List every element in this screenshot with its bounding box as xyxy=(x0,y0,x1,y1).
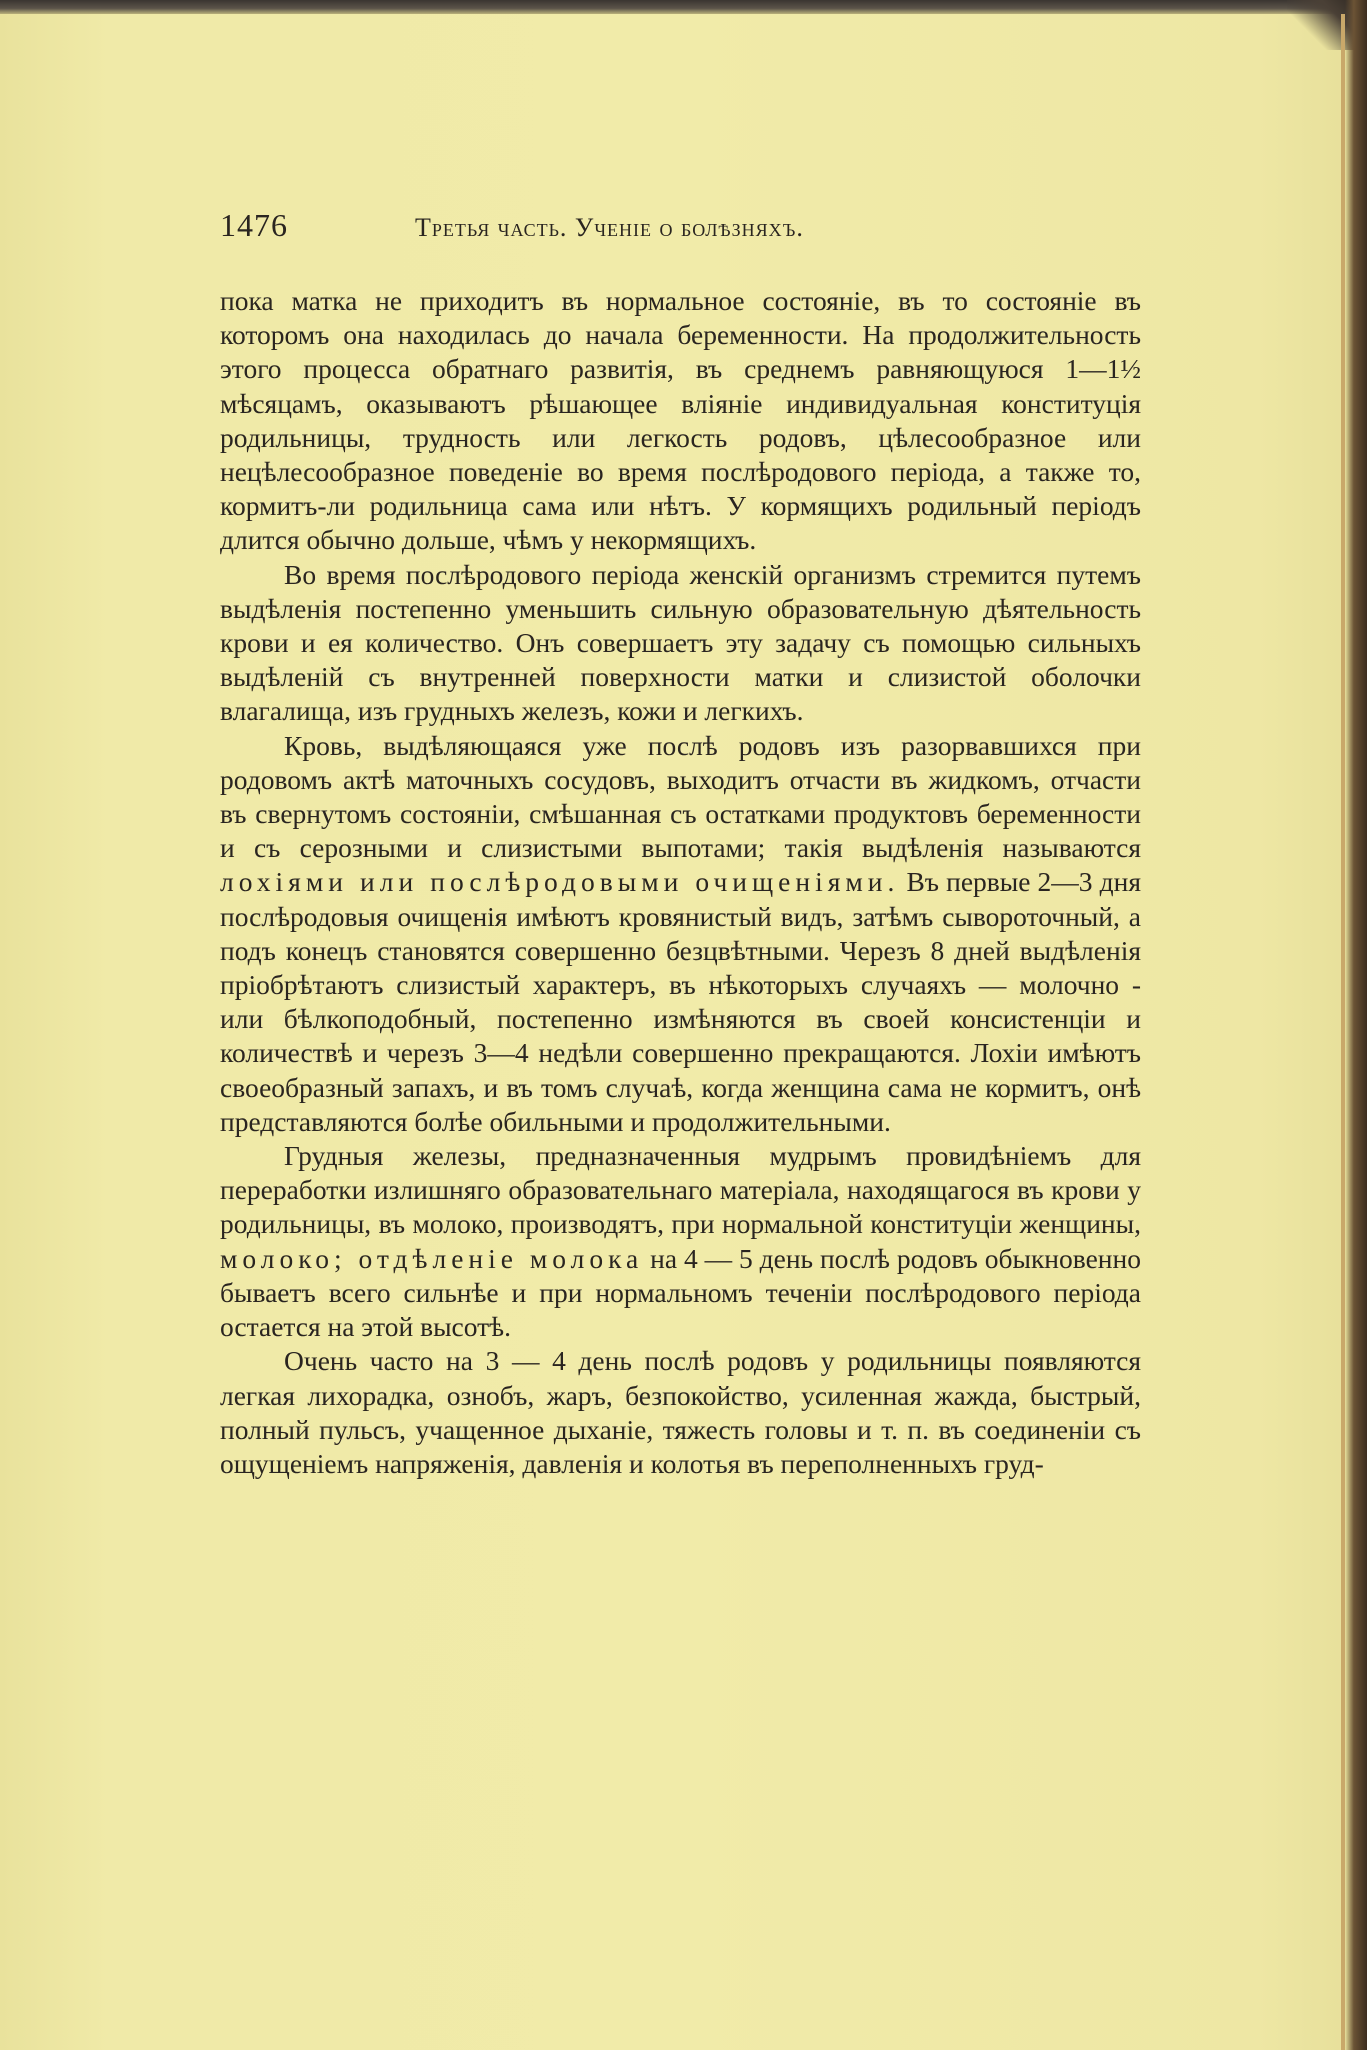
paragraph-breasts xyxy=(220,1139,1141,1344)
paragraph-text: пока матка не приходитъ въ нормальное состояніе, въ то состояніе въ которомъ она находилась до начала беременности. На продолжительность этого процесса обратнаго развитія, въ среднемъ равняющуюся 1—1½ мѣсяцамъ, оказываютъ рѣшающее вліяніе индивидуальная конституція родильницы, трудность или легкость родовъ, цѣлесообразное или нецѣлесообразное поведеніе во время послѣродового періода, а также то, кормитъ-ли родильница сама или нѣтъ. У кормящихъ родильный періодъ длится обычно дольше, чѣмъ у некормящихъ. xyxy=(220,285,1141,556)
paragraph-lochia xyxy=(220,729,1141,1139)
paragraph-text: Въ первые 2—3 дня послѣродовыя очищенія имѣютъ кровянистый видъ, затѣмъ сывороточный, а подъ конецъ становятся совершенно безцвѣтными. Черезъ 8 дней выдѣленія пріобрѣтаютъ слизистый характеръ, въ нѣкоторыхъ случаяхъ — молочно - или бѣлкоподобный, постепенно измѣняются въ своей консистенціи и количествѣ и черезъ 3—4 недѣли совершенно прекращаются. Лохіи имѣютъ своеобразный запахъ, и въ томъ случаѣ, когда женщина сама не кормитъ, онѣ представляются болѣе обильными и продолжительными. xyxy=(220,866,1141,1137)
paragraph-fever xyxy=(220,1344,1141,1481)
spaced-emphasis: лохіями или послѣродовыми очищеніями. xyxy=(220,866,900,898)
page-number: 1476 xyxy=(220,207,288,243)
paragraph-text: Во время послѣродового періода женскій организмъ стремится путемъ выдѣленія постепенно уменьшить сильную образовательную дѣятельность крови и ея количество. Онъ совершаетъ эту задачу съ помощью сильныхъ выдѣленій съ внутренней поверхности матки и слизистой оболочки влагалища, изъ грудныхъ железъ, кожи и легкихъ. xyxy=(220,558,1141,727)
paragraph-text: Очень часто на 3 — 4 день послѣ родовъ у родильницы появляются легкая лихорадка, ознобъ, жаръ, безпокойство, усиленная жажда, быстрый, полный пульсъ, учащенное дыханіе, тяжесть головы и т. п. въ соединеніи съ ощущеніемъ напряженія, давленія и колотья въ переполненныхъ груд- xyxy=(220,1345,1141,1479)
paragraph-text: на 4 — 5 день послѣ родовъ обыкновенно бываетъ всего сильнѣе и при нормальномъ теченіи послѣродового періода остается на этой высотѣ. xyxy=(220,1242,1141,1343)
paragraph-text: Грудныя железы, предназначенныя мудрымъ провидѣніемъ для переработки излишняго образовательнаго матеріала, находящагося въ крови у родильницы, въ молоко, производятъ, при нормальной конституціи женщины, xyxy=(220,1140,1141,1240)
book-spine-edge xyxy=(1345,0,1367,2050)
scan-top-edge xyxy=(0,0,1367,14)
spaced-emphasis: молоко; отдѣленіе молока xyxy=(220,1242,644,1274)
paragraph-organism xyxy=(220,558,1141,729)
paragraph-continuation xyxy=(220,284,1141,558)
body-text xyxy=(220,284,1141,1481)
paragraph-text: Кровь, выдѣляющаяся уже послѣ родовъ изъ разорвавшихся при родовомъ актѣ маточныхъ сосудовъ, выходитъ отчасти въ жидкомъ, отчасти въ свернутомъ состояніи, смѣшанная съ остатками продуктовъ беременности и съ серозными и слизистыми выпотами; такія выдѣленія называются xyxy=(220,729,1141,864)
running-title: Третья часть. Ученіе о болѣзняхъ. xyxy=(415,213,804,242)
running-head xyxy=(220,207,1160,247)
